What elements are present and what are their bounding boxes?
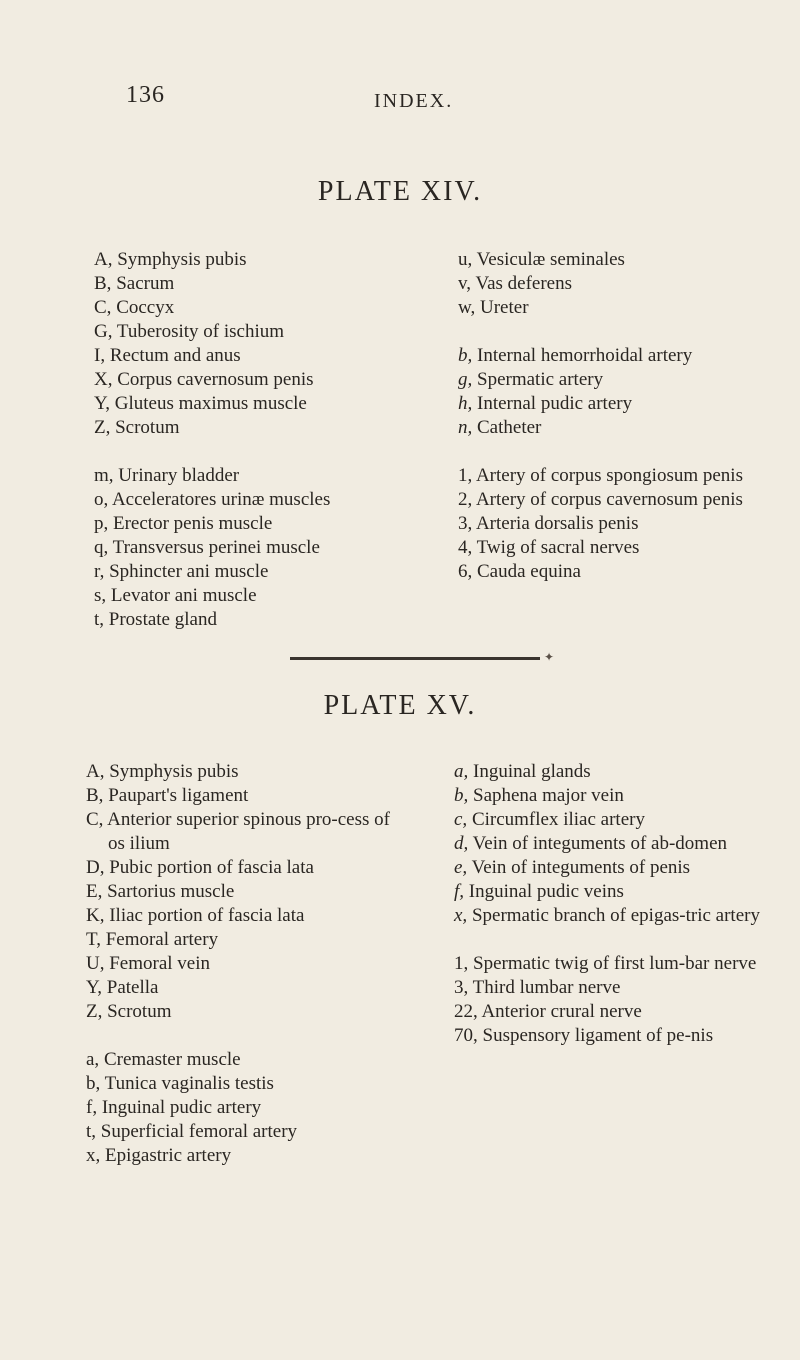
plate-xiv-left-column bbox=[94, 248, 434, 632]
plate-xv-title: PLATE XV. bbox=[323, 690, 477, 721]
legend-text: Anterior crural nerve bbox=[481, 1001, 642, 1022]
legend-text: Scrotum bbox=[115, 417, 180, 438]
legend-item bbox=[94, 344, 434, 368]
plate-xv-left-group bbox=[86, 760, 410, 1024]
legend-text: Twig of sacral nerves bbox=[476, 537, 640, 558]
legend-key: a, bbox=[454, 761, 469, 782]
legend-key: b, bbox=[86, 1073, 101, 1094]
legend-key: 22, bbox=[454, 1001, 478, 1022]
legend-key: x, bbox=[454, 905, 468, 926]
legend-item bbox=[86, 976, 410, 1000]
legend-text: Saphena major vein bbox=[473, 785, 624, 806]
legend-item bbox=[458, 248, 768, 272]
legend-item bbox=[86, 928, 410, 952]
legend-key: m, bbox=[94, 465, 114, 486]
legend-item bbox=[458, 296, 768, 320]
legend-key: h, bbox=[458, 393, 473, 414]
legend-item bbox=[458, 536, 768, 560]
legend-item bbox=[454, 832, 764, 856]
legend-key: x, bbox=[86, 1145, 101, 1166]
legend-key: f, bbox=[86, 1097, 98, 1118]
legend-key: T, bbox=[86, 929, 101, 950]
running-head: INDEX. bbox=[374, 90, 454, 112]
legend-text: Transversus perinei muscle bbox=[112, 537, 320, 558]
legend-key: C, bbox=[86, 809, 104, 830]
legend-item bbox=[454, 904, 764, 928]
legend-key: X, bbox=[94, 369, 113, 390]
legend-text: Cauda equina bbox=[477, 561, 581, 582]
legend-text: Symphysis pubis bbox=[109, 761, 239, 782]
legend-text: Gluteus maximus muscle bbox=[114, 393, 307, 414]
legend-item bbox=[454, 784, 764, 808]
legend-item bbox=[458, 368, 768, 392]
legend-key: C, bbox=[94, 297, 112, 318]
plate-xiv-right-column bbox=[458, 248, 768, 584]
plate-xv-right-group bbox=[454, 760, 764, 928]
legend-text: Spermatic branch of epigas-tric artery bbox=[471, 905, 760, 926]
legend-item bbox=[94, 416, 434, 440]
legend-key: 1, bbox=[458, 465, 473, 486]
legend-key: e, bbox=[454, 857, 468, 878]
legend-item bbox=[94, 560, 434, 584]
legend-key: 70, bbox=[454, 1025, 478, 1046]
ornament-mark: ✦ bbox=[544, 650, 555, 664]
legend-item bbox=[454, 1024, 764, 1048]
legend-item bbox=[86, 880, 410, 904]
legend-item bbox=[458, 488, 768, 512]
legend-key: 3, bbox=[458, 513, 473, 534]
legend-text: Erector penis muscle bbox=[113, 513, 273, 534]
legend-key: u, bbox=[458, 249, 473, 270]
legend-key: t, bbox=[86, 1121, 97, 1142]
legend-key: s, bbox=[94, 585, 107, 606]
legend-item bbox=[458, 560, 768, 584]
legend-item bbox=[94, 320, 434, 344]
legend-text: Cremaster muscle bbox=[103, 1049, 241, 1070]
legend-text: Artery of corpus cavernosum penis bbox=[475, 489, 743, 510]
plate-xiv-title: PLATE XIV. bbox=[317, 176, 483, 207]
legend-key: f, bbox=[454, 881, 465, 902]
plate-xv-left-group bbox=[86, 1048, 410, 1168]
legend-item bbox=[94, 488, 434, 512]
legend-item bbox=[86, 904, 410, 928]
legend-item bbox=[86, 856, 410, 880]
legend-item bbox=[94, 368, 434, 392]
legend-text: Spermatic twig of first lum-bar nerve bbox=[473, 953, 757, 974]
plate-xv-right-group bbox=[454, 952, 764, 1048]
plate-xiv-left-group bbox=[94, 464, 434, 632]
legend-text: Scrotum bbox=[107, 1001, 172, 1022]
legend-text: Sphincter ani muscle bbox=[109, 561, 269, 582]
legend-item bbox=[458, 512, 768, 536]
legend-item bbox=[458, 464, 768, 488]
legend-item bbox=[94, 512, 434, 536]
legend-key: v, bbox=[458, 273, 472, 294]
legend-item bbox=[454, 760, 764, 784]
legend-text: Sacrum bbox=[116, 273, 175, 294]
legend-key: o, bbox=[94, 489, 109, 510]
legend-key: 4, bbox=[458, 537, 473, 558]
legend-item bbox=[458, 272, 768, 296]
legend-text: Suspensory ligament of pe-nis bbox=[482, 1025, 714, 1046]
legend-item bbox=[86, 952, 410, 976]
legend-key: Z, bbox=[86, 1001, 103, 1022]
legend-key: U, bbox=[86, 953, 105, 974]
legend-text: Acceleratores urinæ muscles bbox=[111, 489, 331, 510]
legend-text: Urinary bladder bbox=[118, 465, 240, 486]
legend-item bbox=[458, 344, 768, 368]
legend-text: Superficial femoral artery bbox=[100, 1121, 298, 1142]
legend-item bbox=[86, 808, 410, 856]
legend-text: Iliac portion of fascia lata bbox=[109, 905, 305, 926]
legend-text: Anterior superior spinous pro-cess of os ilium bbox=[107, 809, 390, 854]
legend-text: Patella bbox=[106, 977, 159, 998]
legend-key: b, bbox=[454, 785, 469, 806]
legend-item bbox=[458, 416, 768, 440]
legend-text: Arteria dorsalis penis bbox=[475, 513, 639, 534]
legend-key: B, bbox=[86, 785, 104, 806]
legend-item bbox=[458, 392, 768, 416]
legend-key: Y, bbox=[94, 393, 111, 414]
legend-text: Femoral artery bbox=[105, 929, 219, 950]
legend-item bbox=[454, 952, 764, 976]
legend-text: Vein of integuments of ab-domen bbox=[472, 833, 728, 854]
legend-item bbox=[454, 976, 764, 1000]
legend-key: G, bbox=[94, 321, 113, 342]
legend-text: Paupart's ligament bbox=[108, 785, 249, 806]
legend-text: Inguinal glands bbox=[473, 761, 591, 782]
legend-text: Catheter bbox=[477, 417, 542, 438]
legend-key: Z, bbox=[94, 417, 111, 438]
legend-key: 2, bbox=[458, 489, 473, 510]
legend-key: a, bbox=[86, 1049, 100, 1070]
legend-key: A, bbox=[94, 249, 113, 270]
legend-text: Third lumbar nerve bbox=[472, 977, 621, 998]
legend-text: Inguinal pudic veins bbox=[468, 881, 624, 902]
legend-item bbox=[454, 808, 764, 832]
legend-text: Internal hemorrhoidal artery bbox=[477, 345, 693, 366]
legend-item bbox=[86, 1072, 410, 1096]
legend-key: n, bbox=[458, 417, 473, 438]
legend-item bbox=[86, 1096, 410, 1120]
legend-text: Rectum and anus bbox=[109, 345, 241, 366]
legend-key: p, bbox=[94, 513, 109, 534]
legend-item bbox=[94, 536, 434, 560]
legend-item bbox=[86, 784, 410, 808]
legend-item bbox=[454, 880, 764, 904]
legend-text: Symphysis pubis bbox=[117, 249, 247, 270]
legend-text: Prostate gland bbox=[108, 609, 217, 630]
legend-key: t, bbox=[94, 609, 105, 630]
legend-key: Y, bbox=[86, 977, 103, 998]
page-number: 136 bbox=[126, 82, 165, 108]
plate-xiv-right-group bbox=[458, 248, 768, 320]
plate-xiv-right-group bbox=[458, 344, 768, 440]
legend-key: c, bbox=[454, 809, 468, 830]
legend-item bbox=[86, 1144, 410, 1168]
legend-key: K, bbox=[86, 905, 105, 926]
legend-key: 6, bbox=[458, 561, 473, 582]
legend-text: Epigastric artery bbox=[105, 1145, 232, 1166]
legend-key: B, bbox=[94, 273, 112, 294]
legend-text: Coccyx bbox=[116, 297, 175, 318]
legend-item bbox=[94, 464, 434, 488]
legend-key: 3, bbox=[454, 977, 469, 998]
legend-key: b, bbox=[458, 345, 473, 366]
legend-text: Pubic portion of fascia lata bbox=[109, 857, 314, 878]
legend-text: Corpus cavernosum penis bbox=[117, 369, 314, 390]
legend-text: Circumflex iliac artery bbox=[471, 809, 645, 830]
legend-text: Sartorius muscle bbox=[107, 881, 235, 902]
legend-item bbox=[454, 856, 764, 880]
legend-text: Levator ani muscle bbox=[110, 585, 257, 606]
legend-key: q, bbox=[94, 537, 109, 558]
legend-item bbox=[94, 296, 434, 320]
legend-item bbox=[86, 760, 410, 784]
plate-xiv-left-group bbox=[94, 248, 434, 440]
legend-item bbox=[94, 584, 434, 608]
legend-text: Artery of corpus spongiosum penis bbox=[475, 465, 743, 486]
legend-text: Vas deferens bbox=[475, 273, 572, 294]
legend-key: I, bbox=[94, 345, 106, 366]
legend-item bbox=[454, 1000, 764, 1024]
legend-key: D, bbox=[86, 857, 105, 878]
legend-text: Vesiculæ seminales bbox=[476, 249, 625, 270]
legend-text: Tuberosity of ischium bbox=[116, 321, 285, 342]
plate-xiv-right-group bbox=[458, 464, 768, 584]
legend-item bbox=[86, 1048, 410, 1072]
legend-text: Tunica vaginalis testis bbox=[104, 1073, 274, 1094]
section-divider bbox=[290, 657, 540, 660]
legend-text: Inguinal pudic artery bbox=[101, 1097, 262, 1118]
plate-xv-right-column bbox=[454, 760, 764, 1048]
legend-item bbox=[94, 248, 434, 272]
legend-item bbox=[86, 1120, 410, 1144]
legend-item bbox=[94, 272, 434, 296]
legend-text: Vein of integuments of penis bbox=[471, 857, 691, 878]
legend-item bbox=[86, 1000, 410, 1024]
legend-key: 1, bbox=[454, 953, 469, 974]
plate-xv-left-column bbox=[86, 760, 410, 1168]
legend-item bbox=[94, 608, 434, 632]
legend-text: Internal pudic artery bbox=[477, 393, 633, 414]
legend-key: E, bbox=[86, 881, 103, 902]
legend-key: A, bbox=[86, 761, 105, 782]
legend-key: w, bbox=[458, 297, 476, 318]
legend-key: d, bbox=[454, 833, 469, 854]
legend-item bbox=[94, 392, 434, 416]
legend-key: g, bbox=[458, 369, 473, 390]
legend-key: r, bbox=[94, 561, 105, 582]
legend-text: Spermatic artery bbox=[477, 369, 604, 390]
legend-text: Femoral vein bbox=[109, 953, 211, 974]
legend-text: Ureter bbox=[480, 297, 529, 318]
